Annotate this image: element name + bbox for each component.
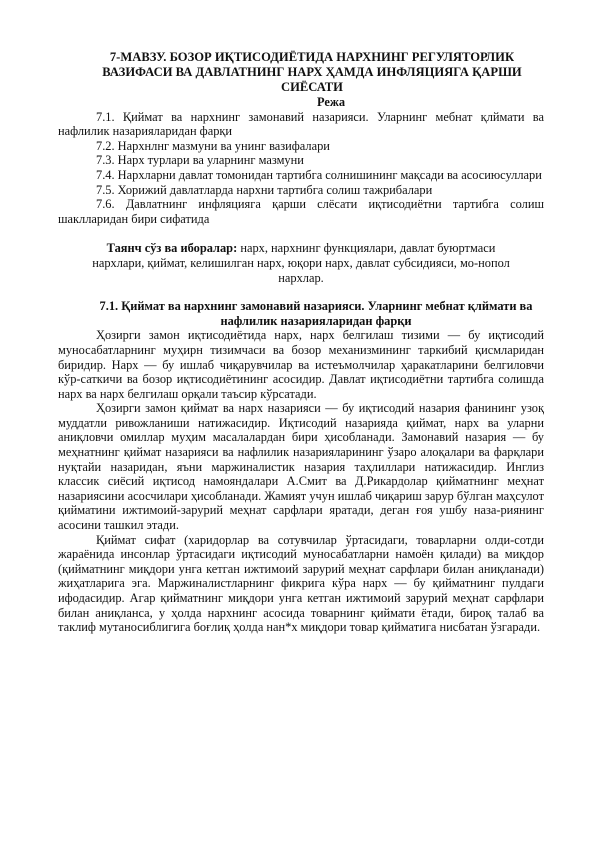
keywords-label: Таянч сўз ва иборалар: xyxy=(106,241,238,256)
keywords-block xyxy=(58,241,544,285)
plan-item: 7.3. Нарх турлари ва уларнинг мазмуни xyxy=(96,153,304,168)
body-paragraph: Қиймат сифат (харидорлар ва сотувчилар ўртасидаги, товарларни олди-сотди жараёнида инсонлар ўртасидаги иқтисодий муносабатларни намоён қилади) ва миқдор (қийматнинг миқдори унга кетган ижтимоий зарурий меҳнат сарфлари билан аниқланади) жиҳатларига эга. Маржиналистларнинг фикрига кўра нарх — бу қийматнинг пулдаги ифодасидир. Агар қийматнинг миқдори унга кетган ижтимоий зарурий меҳнат сарфлари билан аниқланса, у ҳолда нархнинг асосида товарнинг қиймати ётади, бироқ талаб ва таклиф мутаносиблигига боғлиқ ҳолда нан*х миқдори товар қийматига нисбатан ўзгаради. xyxy=(58,532,544,635)
keywords-text: нарх, нархнинг функциялари, давлат буюртмаси нархлари, қиймат, келишилган нарх, юқори нарх, давлат субсидияси, мо-нопол нархлар. xyxy=(92,241,510,285)
plan-item: 7.6. Давлатнинг инфляцияга қарши слёсати иқтисодиётни тартибга солиш шаклларидан бири сифатида xyxy=(58,197,544,226)
plan-item: 7.4. Нархларни давлат томонидан тартибга солнишининг мақсади ва асосиюсуллари xyxy=(96,167,542,182)
section-title: 7.1. Қиймат ва нархнинг замонавий назарияси. Уларнинг мебнат қлймати ва нафлилик назарияларидан фарқи xyxy=(99,299,533,328)
body-paragraph: Ҳозирги замон қиймат ва нарх назарияси — бу иқтисодий назария фанининг узоқ муддатли ривожланиши натижасидир. Иқтисодий назарияда қиймат, нарх ва уларни аниқловчи омиллар муҳим масалалардан бири ҳисобланади. Замонавий назария — бу меҳнатнинг қиймат назарияси ва нафлилик назарияларининг ўзаро алоқалари ва фарқлари нуқтайи назаридан, яъни маржиналистик назария таҳлиллари натижасидир. Инглиз классик сиёсий иқтисод намояндалари А.Смит ва Д.Рикардолар қийматнинг меҳнат назариясини асосчилари ҳисобланади. Жамият учун ишлаб чиқариш зарур бўлган маҳсулот қийматини ижтимоий-зарурий меҳнат сарфлари яратади, деган ғоя ушбу наза-риянинг асосини ташкил этади. xyxy=(58,401,544,533)
plan-heading: Режа xyxy=(316,95,346,109)
plan-item: 7.1. Қиймат ва нархнинг замонавий назарияси. Уларнинг мебнат қлймати ва нафлилик назарияларидан фарқи xyxy=(58,109,544,139)
body-paragraph: Ҳозирги замон иқтисодиётида нарх, нарх белгилаш тизими — бу иқтисодий муносабатларнинг муҳирн тизимчаси ва бозор механизмининг таркибий қисмларидан биридир. Нарх — бу ишлаб чиқарувчилар ва истеъмолчилар ҳаракатларини белгиловчи кўр-саткичи ва бозор иқтисодиётининг асосидир. Давлат иқтисодиётни тартибга солишда нарх ва нарх белгилаш орқали таъсир кўрсатади. xyxy=(58,328,544,401)
document-page xyxy=(58,50,544,635)
page-title: 7-МАВЗУ. БОЗОР ИҚТИСОДИЁТИДА НАРХНИНГ РЕГУЛЯТОРЛИК ВАЗИФАСИ ВА ДАВЛАТНИНГ НАРХ ҲАМДА ИНФЛЯЦИЯГА ҚАРШИ СИЁСАТИ xyxy=(102,50,522,94)
plan-item: 7.5. Хорижий давлатларда нархни тартибга солиш тажрибалари xyxy=(96,182,433,197)
plan-item: 7.2. Нархнлнг мазмуни ва унинг вазифалари xyxy=(96,138,330,153)
